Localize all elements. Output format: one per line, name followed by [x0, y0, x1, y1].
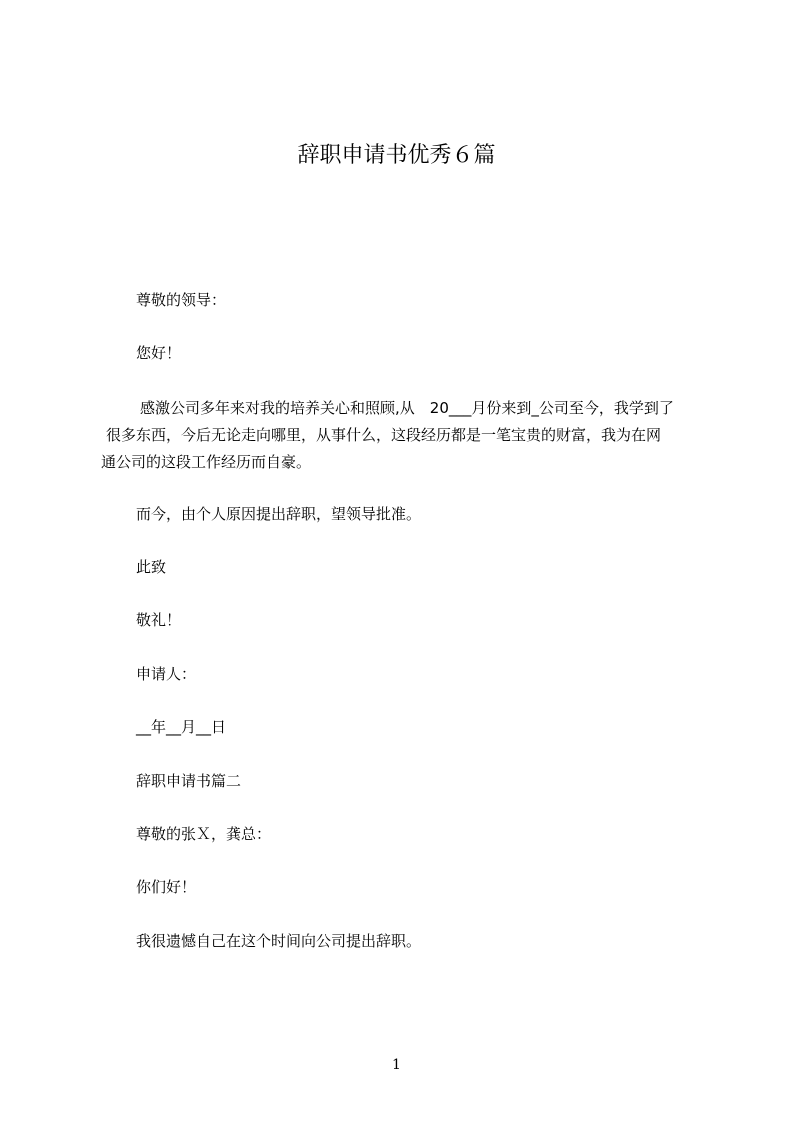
greeting: 您好！: [136, 344, 182, 362]
section-greeting: 你们好！: [136, 878, 197, 896]
page-number: 1: [392, 1057, 401, 1073]
body-line: 很多东西，今后无论走向哪里，从事什么，这段经历都是一笔宝贵的财富，我为在网: [106, 426, 662, 444]
body-line: 通公司的这段工作经历而自豪。: [101, 453, 312, 471]
body-line: 感激公司多年来对我的培养关心和照顾,从 20___月份来到_公司至今，我学到了: [140, 399, 674, 417]
salutation: 尊敬的领导：: [136, 291, 227, 309]
body-paragraph: [101, 395, 706, 476]
resignation-request: 而今，由个人原因提出辞职，望领导批准。: [136, 505, 422, 523]
section-body: 我很遗憾自己在这个时间向公司提出辞职。: [136, 932, 422, 950]
section-salutation: 尊敬的张Ｘ，龚总：: [136, 825, 272, 843]
closing-line: 此致: [136, 558, 167, 576]
document-title: 辞职申请书优秀６篇: [297, 143, 496, 168]
closing-salute: 敬礼！: [136, 611, 182, 629]
section-heading: 辞职申请书篇二: [136, 772, 242, 790]
date-line: __年__月__日: [136, 718, 227, 736]
applicant-label: 申请人：: [136, 665, 197, 683]
